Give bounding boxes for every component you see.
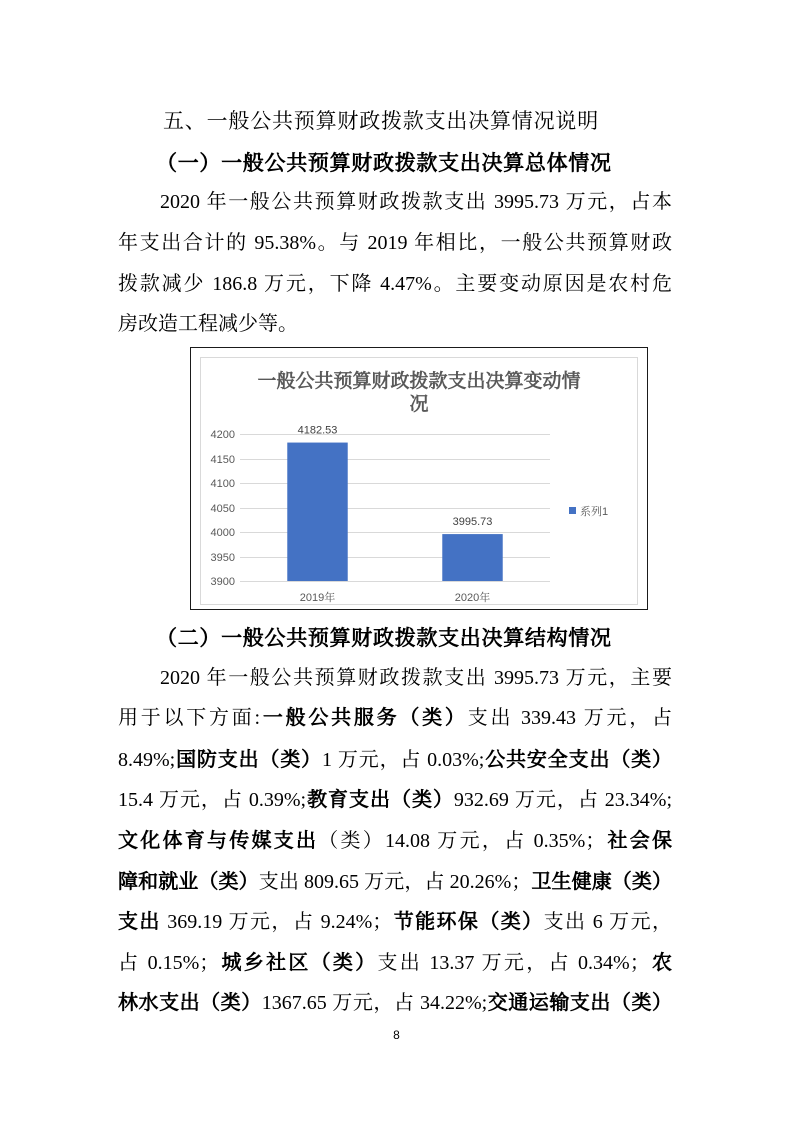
paragraph-line: [118, 950, 672, 976]
paragraph-line: [118, 869, 672, 895]
data-label-2019: 4182.53: [297, 424, 338, 437]
bold-text-run: 农: [649, 952, 673, 974]
paragraph-line: 2020 年一般公共预算财政拨款支出 3995.73 万元，占本: [160, 191, 672, 213]
x-category-label: 2019年: [299, 592, 336, 604]
paragraph-line: [160, 665, 672, 691]
y-tick-label: 3950: [210, 552, 235, 564]
text-run: 1 万元，占 0.03%;: [322, 749, 485, 771]
paragraph-line: [118, 787, 672, 813]
paragraph-line: [118, 990, 672, 1016]
bold-text-run: 林水支出（类）: [118, 992, 262, 1014]
text-run: 占 0.15%；: [118, 952, 220, 974]
text-run: 8.49%;: [118, 749, 176, 771]
text-run: 15.4 万元，占 0.39%;: [118, 789, 307, 811]
bar-2019: [287, 443, 347, 581]
text-run: 2020 年一般公共预算财政拨款支出 3995.73 万元，主要: [160, 667, 672, 689]
text-run: 用于以下方面:: [118, 707, 261, 729]
bold-text-run: 卫生健康（类）: [531, 871, 673, 893]
paragraph-line: [118, 909, 672, 935]
bold-text-run: 教育支出（类）: [306, 789, 454, 811]
text-run: 支出 13.37 万元，占 0.34%；: [377, 952, 650, 974]
y-tick-label: 4150: [210, 454, 235, 466]
bold-text-run: 社会保: [605, 830, 673, 852]
bold-text-run: 障和就业（类）: [118, 871, 259, 893]
paragraph-line: 拨款减少 186.8 万元，下降 4.47%。主要变动原因是农村危: [118, 273, 672, 295]
subsection-heading-2: （二）一般公共预算财政拨款支出决算结构情况: [156, 626, 612, 650]
y-tick-label: 4200: [210, 429, 235, 441]
chart-title: 一般公共预算财政拨款支出决算变动情况: [257, 371, 581, 415]
text-run: 369.19 万元，占 9.24%；: [160, 911, 393, 933]
bold-text-run: 交通运输支出（类）: [487, 992, 673, 1014]
text-run: 932.69 万元，占 23.34%;: [453, 789, 673, 811]
text-run: 支出 809.65 万元，占 20.26%；: [258, 871, 532, 893]
bold-text-run: 支出: [118, 911, 161, 933]
page-number: 8: [393, 1028, 400, 1042]
y-tick-label: 3900: [210, 576, 235, 588]
legend-swatch: [569, 507, 576, 514]
bold-text-run: 一般公共服务（类）: [260, 707, 468, 729]
section-heading: 五、一般公共预算财政拨款支出决算情况说明: [163, 110, 599, 133]
paragraph-line: 房改造工程减少等。: [118, 313, 298, 335]
x-category-label: 2020年: [454, 592, 491, 604]
y-tick-label: 4100: [210, 478, 235, 490]
bold-text-run: 国防支出（类）: [175, 749, 323, 771]
paragraph-line: 年支出合计的 95.38%。与 2019 年相比，一般公共预算财政: [118, 232, 672, 254]
bold-text-run: 节能环保（类）: [392, 911, 544, 933]
bold-text-run: 文化体育与传媒支出: [118, 830, 319, 852]
bold-text-run: 公共安全支出（类）: [484, 749, 673, 771]
text-run: 支出 6 万元，: [543, 911, 672, 933]
y-tick-label: 4000: [210, 527, 235, 539]
paragraph-line: [118, 828, 672, 854]
paragraph-line: [118, 705, 672, 731]
text-run: 支出 339.43 万元，占: [467, 707, 673, 729]
chart-frame: [190, 347, 648, 610]
subsection-heading-1: （一）一般公共预算财政拨款支出决算总体情况: [156, 151, 612, 175]
data-label-2020: 3995.73: [452, 516, 493, 529]
text-run: （类）14.08 万元，占 0.35%；: [318, 830, 606, 852]
y-tick-label: 4050: [210, 503, 235, 515]
paragraph-line: [118, 747, 672, 773]
bold-text-run: 城乡社区（类）: [219, 952, 378, 974]
bar-2020: [442, 534, 502, 581]
text-run: 1367.65 万元，占 34.22%;: [261, 992, 488, 1014]
legend-label: 系列1: [580, 506, 609, 518]
